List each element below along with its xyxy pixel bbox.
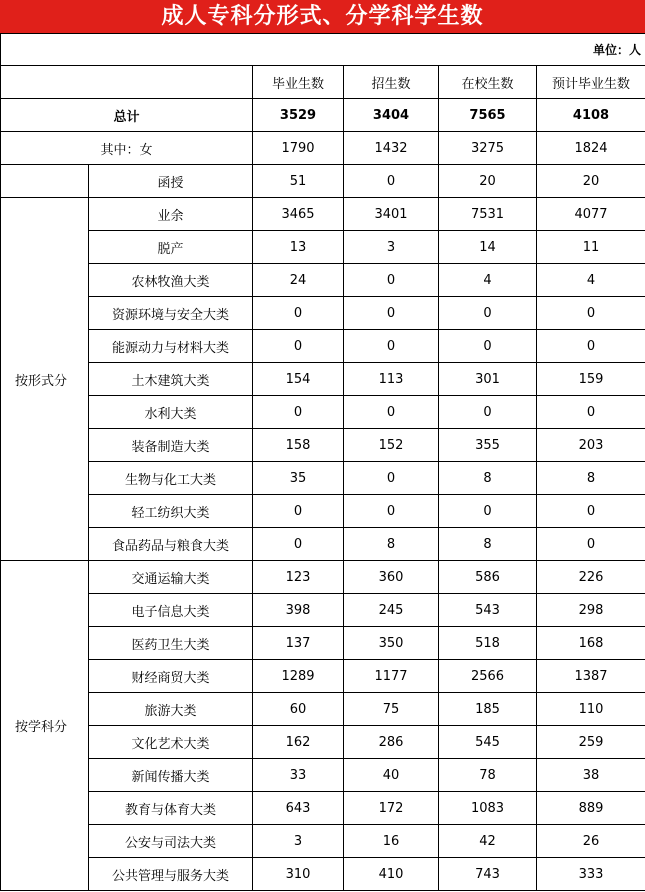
value-cell: 643	[253, 792, 344, 825]
value-cell: 298	[537, 594, 645, 627]
group-label: 按形式分	[1, 198, 89, 561]
table-row	[1, 429, 645, 462]
value-cell: 154	[253, 363, 344, 396]
value-cell: 60	[253, 693, 344, 726]
row-label: 土木建筑大类	[89, 363, 253, 396]
value-cell: 310	[253, 858, 344, 891]
value-cell: 14	[439, 231, 537, 264]
value-cell: 33	[253, 759, 344, 792]
value-cell: 38	[537, 759, 645, 792]
table-row	[1, 165, 645, 198]
value-cell: 0	[439, 330, 537, 363]
value-cell: 159	[537, 363, 645, 396]
table-row	[1, 627, 645, 660]
row-label: 水利大类	[89, 396, 253, 429]
table-row	[1, 792, 645, 825]
table-row	[1, 693, 645, 726]
value-cell: 3	[253, 825, 344, 858]
value-cell: 360	[344, 561, 439, 594]
table-row	[1, 561, 645, 594]
value-cell: 0	[537, 528, 645, 561]
value-cell: 3275	[439, 132, 537, 165]
value-cell: 0	[344, 165, 439, 198]
column-header: 毕业生数	[253, 66, 344, 99]
value-cell: 0	[344, 495, 439, 528]
value-cell: 4	[537, 264, 645, 297]
value-cell: 0	[537, 297, 645, 330]
value-cell: 1083	[439, 792, 537, 825]
row-label: 财经商贸大类	[89, 660, 253, 693]
value-cell: 7565	[439, 99, 537, 132]
table-row	[1, 198, 645, 231]
column-header: 在校生数	[439, 66, 537, 99]
value-cell: 889	[537, 792, 645, 825]
table-row	[1, 264, 645, 297]
row-label: 新闻传播大类	[89, 759, 253, 792]
value-cell: 8	[439, 462, 537, 495]
value-cell: 35	[253, 462, 344, 495]
column-header: 预计毕业生数	[537, 66, 645, 99]
value-cell: 110	[537, 693, 645, 726]
value-cell: 0	[344, 297, 439, 330]
row-label: 脱产	[89, 231, 253, 264]
value-cell: 123	[253, 561, 344, 594]
group-label: 按学科分	[1, 561, 89, 891]
value-cell: 286	[344, 726, 439, 759]
row-label: 资源环境与安全大类	[89, 297, 253, 330]
value-cell: 20	[537, 165, 645, 198]
table-row	[1, 363, 645, 396]
table-row	[1, 726, 645, 759]
value-cell: 0	[344, 396, 439, 429]
row-label: 轻工纺织大类	[89, 495, 253, 528]
value-cell: 24	[253, 264, 344, 297]
value-cell: 13	[253, 231, 344, 264]
value-cell: 410	[344, 858, 439, 891]
value-cell: 42	[439, 825, 537, 858]
table-row	[1, 528, 645, 561]
table-body	[1, 34, 645, 891]
value-cell: 3465	[253, 198, 344, 231]
row-label: 能源动力与材料大类	[89, 330, 253, 363]
header-row	[1, 66, 645, 99]
value-cell: 8	[537, 462, 645, 495]
row-label: 其中：女	[1, 132, 253, 165]
row-label: 文化艺术大类	[89, 726, 253, 759]
value-cell: 4	[439, 264, 537, 297]
value-cell: 0	[253, 330, 344, 363]
value-cell: 40	[344, 759, 439, 792]
value-cell: 3401	[344, 198, 439, 231]
value-cell: 137	[253, 627, 344, 660]
value-cell: 398	[253, 594, 344, 627]
value-cell: 0	[344, 330, 439, 363]
table-title: 成人专科分形式、分学科学生数	[0, 0, 645, 33]
value-cell: 158	[253, 429, 344, 462]
value-cell: 3404	[344, 99, 439, 132]
value-cell: 75	[344, 693, 439, 726]
row-label: 旅游大类	[89, 693, 253, 726]
value-cell: 26	[537, 825, 645, 858]
value-cell: 11	[537, 231, 645, 264]
value-cell: 518	[439, 627, 537, 660]
value-cell: 20	[439, 165, 537, 198]
table-row	[1, 594, 645, 627]
value-cell: 0	[439, 495, 537, 528]
value-cell: 0	[439, 297, 537, 330]
value-cell: 113	[344, 363, 439, 396]
value-cell: 743	[439, 858, 537, 891]
value-cell: 1824	[537, 132, 645, 165]
table-row	[1, 462, 645, 495]
value-cell: 355	[439, 429, 537, 462]
value-cell: 1387	[537, 660, 645, 693]
value-cell: 1289	[253, 660, 344, 693]
row-label: 公共管理与服务大类	[89, 858, 253, 891]
female-row	[1, 132, 645, 165]
table-row	[1, 231, 645, 264]
value-cell: 1790	[253, 132, 344, 165]
value-cell: 259	[537, 726, 645, 759]
value-cell: 152	[344, 429, 439, 462]
row-label: 公安与司法大类	[89, 825, 253, 858]
value-cell: 0	[439, 396, 537, 429]
row-label: 教育与体育大类	[89, 792, 253, 825]
header-blank-cell	[1, 66, 253, 99]
row-label: 农林牧渔大类	[89, 264, 253, 297]
value-cell: 0	[344, 264, 439, 297]
value-cell: 3529	[253, 99, 344, 132]
row-label: 生物与化工大类	[89, 462, 253, 495]
value-cell: 7531	[439, 198, 537, 231]
row-label: 医药卫生大类	[89, 627, 253, 660]
value-cell: 4108	[537, 99, 645, 132]
column-header: 招生数	[344, 66, 439, 99]
value-cell: 1177	[344, 660, 439, 693]
value-cell: 51	[253, 165, 344, 198]
value-cell: 586	[439, 561, 537, 594]
row-label: 函授	[89, 165, 253, 198]
value-cell: 0	[344, 462, 439, 495]
value-cell: 0	[253, 396, 344, 429]
value-cell: 8	[439, 528, 537, 561]
value-cell: 2566	[439, 660, 537, 693]
table-row	[1, 825, 645, 858]
row-label: 装备制造大类	[89, 429, 253, 462]
value-cell: 0	[537, 495, 645, 528]
value-cell: 8	[344, 528, 439, 561]
value-cell: 333	[537, 858, 645, 891]
value-cell: 545	[439, 726, 537, 759]
value-cell: 0	[253, 495, 344, 528]
table-row	[1, 396, 645, 429]
value-cell: 0	[253, 528, 344, 561]
row-label: 交通运输大类	[89, 561, 253, 594]
unit-label: 单位：人	[1, 34, 645, 66]
table-row	[1, 660, 645, 693]
table-row	[1, 759, 645, 792]
value-cell: 203	[537, 429, 645, 462]
table-row	[1, 297, 645, 330]
value-cell: 168	[537, 627, 645, 660]
table-row	[1, 330, 645, 363]
value-cell: 543	[439, 594, 537, 627]
total-row	[1, 99, 645, 132]
value-cell: 16	[344, 825, 439, 858]
table-row	[1, 858, 645, 891]
value-cell: 0	[537, 330, 645, 363]
value-cell: 3	[344, 231, 439, 264]
value-cell: 1432	[344, 132, 439, 165]
row-label: 电子信息大类	[89, 594, 253, 627]
value-cell: 162	[253, 726, 344, 759]
row-label: 总计	[1, 99, 253, 132]
value-cell: 301	[439, 363, 537, 396]
value-cell: 0	[253, 297, 344, 330]
blank-cell	[1, 165, 89, 198]
value-cell: 185	[439, 693, 537, 726]
value-cell: 172	[344, 792, 439, 825]
value-cell: 226	[537, 561, 645, 594]
value-cell: 350	[344, 627, 439, 660]
value-cell: 245	[344, 594, 439, 627]
value-cell: 0	[537, 396, 645, 429]
value-cell: 4077	[537, 198, 645, 231]
row-label: 业余	[89, 198, 253, 231]
row-label: 食品药品与粮食大类	[89, 528, 253, 561]
table-row	[1, 495, 645, 528]
unit-row	[1, 34, 645, 66]
value-cell: 78	[439, 759, 537, 792]
student-table	[0, 33, 645, 891]
